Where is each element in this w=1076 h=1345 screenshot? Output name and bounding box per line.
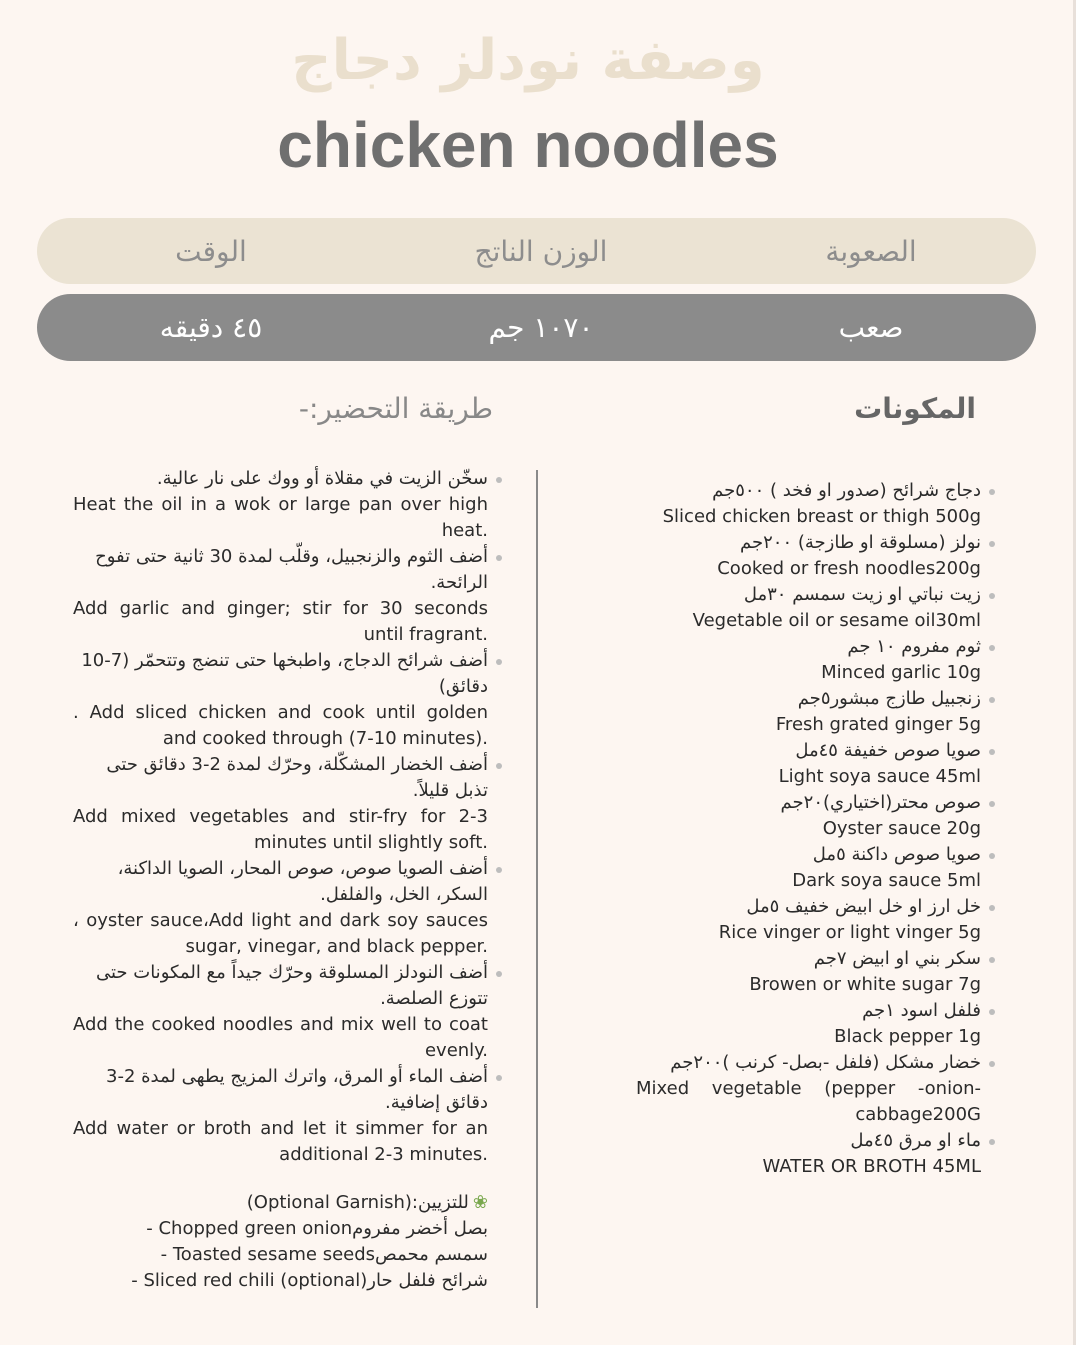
step-english: Add water or broth and let it simmer for an additional 2-3 minutes. (73, 1118, 488, 1165)
yield-value: ١٠٧٠ جم (488, 311, 594, 344)
method-step (73, 752, 488, 856)
ingredient-english: Oyster sauce 20g (822, 818, 981, 839)
ingredient-english: Fresh grated ginger 5g (775, 714, 981, 735)
method-step (73, 648, 488, 752)
step-arabic: أضف الصويا صوص، صوص المحار، الصويا الداكنة، السكر، الخل، والفلفل. (117, 858, 488, 905)
step-arabic: أضف شرائح الدجاج، واطبخها حتى تنضج وتتحمّر (7-10 دقائق) (81, 650, 488, 697)
method-heading: طريقة التحضير:- (298, 392, 493, 425)
ingredient-item (636, 842, 981, 894)
step-english: . Add sliced chicken and cook until golden and cooked through (7-10 minutes). (73, 702, 488, 749)
summary-values (37, 294, 1036, 361)
column-divider (536, 470, 538, 1308)
ingredient-arabic: فلفل اسود ١جم (862, 1000, 981, 1021)
ingredient-english: Dark soya sauce 5ml (792, 870, 981, 891)
ingredient-arabic: سكر بني او ابيض ٧جم (813, 948, 981, 969)
ingredient-english: Minced garlic 10g (821, 662, 981, 683)
ingredient-item (636, 478, 981, 530)
garnish-heading: (Optional Garnish):للتزيين (246, 1192, 469, 1213)
ingredient-english: WATER OR BROTH 45ML (762, 1156, 981, 1177)
ingredient-arabic: صويا صوص داكنة ٥مل (812, 844, 981, 865)
ingredient-english: Black pepper 1g (834, 1026, 981, 1047)
ingredient-english: Rice vinger or light vinger 5g (718, 922, 981, 943)
title-arabic: وصفة نودلز دجاج (291, 28, 765, 93)
ingredient-english: Cooked or fresh noodles200g (717, 558, 981, 579)
ingredient-item (636, 790, 981, 842)
ingredient-english: Light soya sauce 45ml (778, 766, 981, 787)
ingredient-item (636, 1050, 981, 1128)
ingredient-item (636, 530, 981, 582)
step-arabic: أضف الثوم والزنجبيل، وقلّب لمدة 30 ثانية حتى تفوح الرائحة. (95, 546, 488, 593)
ingredient-arabic: خل ارز او خل ابيض خفيف ٥مل (746, 896, 981, 917)
ingredient-arabic: صويا صوص خفيفة ٤٥مل (795, 740, 981, 761)
step-arabic: أضف النودلز المسلوقة وحرّك جيداً مع المكونات حتى تتوزع الصلصة. (95, 962, 488, 1009)
difficulty-header: الصعوبة (825, 234, 917, 268)
method-step (73, 544, 488, 648)
ingredient-item (636, 1128, 981, 1180)
time-value: ٤٥ دقيقه (159, 311, 263, 344)
ingredients-heading: المكونات (854, 392, 976, 425)
ingredient-english: Vegetable oil or sesame oil30ml (692, 610, 981, 631)
step-arabic: أضف الماء أو المرق، واترك المزيج يطهى لمدة 2-3 دقائق إضافية. (106, 1066, 488, 1113)
ingredient-arabic: ثوم مفروم ١٠ جم (847, 636, 981, 657)
garnish-item: - Chopped green onionبصل أخضر مفروم (146, 1218, 488, 1239)
step-english: ، oyster sauce،Add light and dark soy sauces sugar, vinegar, and black pepper. (73, 910, 488, 957)
method-step (73, 1064, 488, 1168)
difficulty-value: صعب (838, 311, 904, 344)
ingredient-arabic: نولز (مسلوقة او طازجة) ٢٠٠جم (740, 532, 981, 553)
ingredients-list (636, 478, 981, 1180)
step-arabic: سخّن الزيت في مقلاة أو ووك على نار عالية. (156, 468, 488, 489)
garnish-section (100, 1190, 488, 1294)
method-step (73, 856, 488, 960)
ingredient-arabic: دجاج شرائح (صدور او فخد ) ٥٠٠جم (712, 480, 981, 501)
time-header: الوقت (175, 234, 247, 268)
leaf-icon: ❀ (472, 1192, 488, 1213)
ingredient-item (636, 634, 981, 686)
summary-headers (37, 218, 1036, 284)
method-steps-list (73, 466, 488, 1168)
ingredient-english: Sliced chicken breast or thigh 500g (662, 506, 981, 527)
title-english: chicken noodles (277, 109, 779, 181)
ingredient-item (636, 686, 981, 738)
ingredient-item (636, 946, 981, 998)
ingredient-english: Mixed vegetable (pepper -onion-cabbage200G (636, 1078, 981, 1125)
method-step (73, 960, 488, 1064)
ingredient-item (636, 894, 981, 946)
step-arabic: أضف الخضار المشكّلة، وحرّك لمدة 2-3 دقائق حتى تذبل قليلاً. (106, 754, 488, 801)
ingredient-item (636, 998, 981, 1050)
ingredient-item (636, 738, 981, 790)
garnish-heading-line (100, 1190, 488, 1216)
ingredient-arabic: صوص محتر(اختياري)٢٠جم (780, 792, 981, 813)
ingredient-arabic: خضار مشكل (فلفل -بصل- كرنب )٢٠٠جم (670, 1052, 981, 1073)
ingredient-arabic: ماء او مرق ٤٥مل (850, 1130, 981, 1151)
ingredient-arabic: زنجبيل طازج مبشور٥جم (797, 688, 981, 709)
ingredient-item (636, 582, 981, 634)
step-english: Add garlic and ginger; stir for 30 seconds until fragrant. (73, 598, 488, 645)
garnish-item: - Toasted sesame seedsسمسم محمص (160, 1244, 488, 1265)
step-english: Add the cooked noodles and mix well to coat evenly. (73, 1014, 488, 1061)
garnish-item: - Sliced red chili (optional)شرائح فلفل حار (131, 1270, 488, 1291)
ingredient-arabic: زيت نباتي او زيت سمسم ٣٠مل (743, 584, 981, 605)
step-english: Add mixed vegetables and stir-fry for 2-3 minutes until slightly soft. (73, 806, 488, 853)
step-english: Heat the oil in a wok or large pan over high heat. (73, 494, 488, 541)
method-step (73, 466, 488, 544)
yield-header: الوزن الناتج (474, 234, 608, 268)
ingredient-english: Browen or white sugar 7g (749, 974, 981, 995)
